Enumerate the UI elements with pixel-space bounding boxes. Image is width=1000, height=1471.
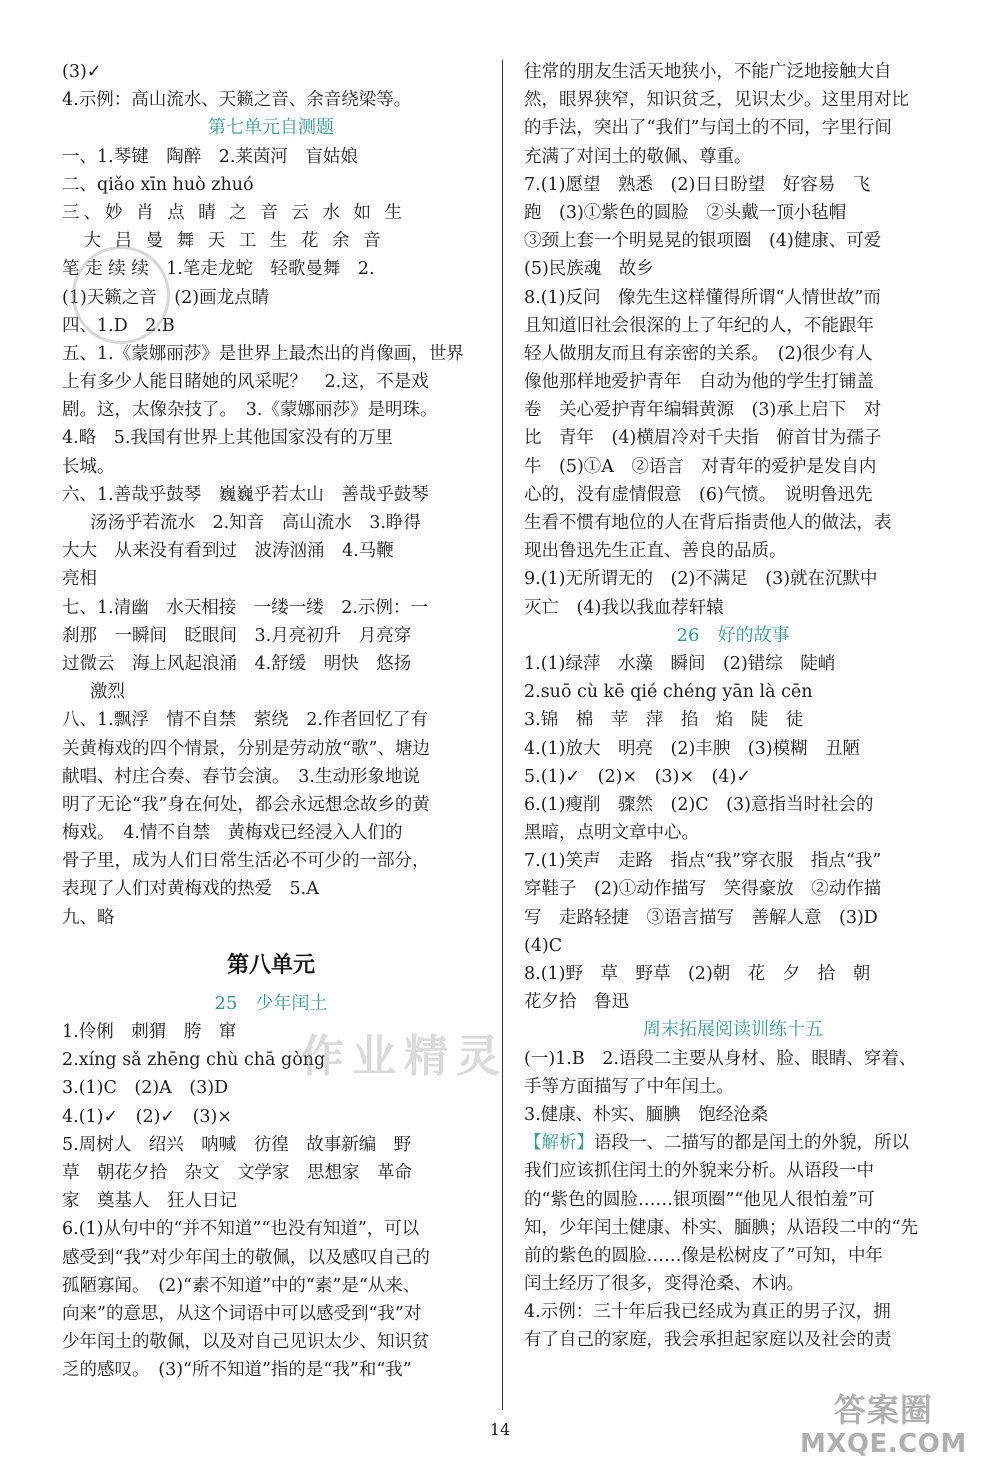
answer-line: 写 走路轻捷 ③语言描写 善解人意 (3)D xyxy=(524,907,878,928)
section-title: 26 好的故事 xyxy=(676,624,790,646)
answer-line: 且知道旧社会很深的上了年纪的人，不能跟年 xyxy=(524,315,874,336)
answer-line: 比 青年 (4)横眉冷对千夫指 俯首甘为孺子 xyxy=(524,428,882,449)
answer-line: 4.(1)放大 明亮 (2)丰腴 (3)模糊 丑陋 xyxy=(524,738,861,759)
site-logo-url: MXQE.COM xyxy=(800,1429,967,1459)
answer-line: 5.周树人 绍兴 呐喊 彷徨 故事新编 野 xyxy=(62,1134,412,1155)
answer-line: 献唱、村庄合奏、春节会演。 3.生动形象地说 xyxy=(62,766,420,787)
answer-line: 的手法，突出了“我们”与闰土的不同，字里行间 xyxy=(524,118,892,139)
answer-line: 3.健康、朴实、腼腆 饱经沧桑 xyxy=(524,1104,769,1125)
answer-line: 3.锦 棉 苹 萍 掐 焰 陡 徒 xyxy=(524,710,804,731)
answer-line: 明了无论“我”身在何处，都会永远想念故乡的黄 xyxy=(62,794,430,815)
answer-line: ③颈上套一个明晃晃的银项圈 (4)健康、可爱 xyxy=(524,231,882,252)
answer-line: 一、1.琴键 陶醉 2.莱茵河 盲姑娘 xyxy=(62,146,358,167)
answer-line: 孤陋寡闻。 (2)“素不知道”中的“素”是“从来、 xyxy=(62,1275,421,1296)
answer-line: (一)1.B 2.语段二主要从身材、脸、眼睛、穿着、 xyxy=(524,1048,917,1069)
answer-line: 的“紫色的圆脸……银项圈”“他见人很怕羞”可 xyxy=(524,1189,875,1210)
answer-line: 长城。 xyxy=(62,456,115,477)
answer-line: 闰土经历了很多，变得沧桑、木讷。 xyxy=(524,1274,804,1295)
answer-line: 草 朝花夕拾 杂文 文学家 思想家 革命 xyxy=(62,1162,412,1183)
answer-line: 有了自己的家庭，我会承担起家庭以及社会的责 xyxy=(524,1330,892,1351)
answer-line: 4.示例：高山流水、天籁之音、余音绕梁等。 xyxy=(62,90,412,111)
answer-line: 我们应该抓住闰土的外貌来分析。从语段一中 xyxy=(524,1161,874,1182)
answer-line: 4.略 5.我国有世界上其他国家没有的万里 xyxy=(62,428,393,449)
answer-line: 跑 (3)①紫色的圆脸 ②头戴一顶小毡帽 xyxy=(524,202,847,223)
analysis-tag: 【解析】 xyxy=(524,1133,594,1154)
answer-line: 现出鲁迅先生正直、善良的品质。 xyxy=(524,541,787,562)
answer-line: 表现了人们对黄梅戏的热爱 5.A xyxy=(62,879,319,900)
answer-line: 7.(1)笑声 走路 指点“我”穿衣服 指点“我” xyxy=(524,851,882,872)
answer-line: 家 奠基人 狂人日记 xyxy=(62,1191,237,1212)
answer-line: 感受到“我”对少年闰土的敬佩，以及感叹自己的 xyxy=(62,1247,430,1268)
answer-line: 灭亡 (4)我以我血荐轩辕 xyxy=(524,597,724,618)
answer-line: 六、1.善哉乎鼓琴 巍巍乎若太山 善哉乎鼓琴 xyxy=(62,484,429,505)
answer-line: 关黄梅戏的四个情景，分别是劳动放“歌”、塘边 xyxy=(62,738,430,759)
answer-line: 刹那 一瞬间 眨眼间 3.月亮初升 月亮穿 xyxy=(62,625,412,646)
answer-line: 像他那样地爱护青年 自动为他的学生打铺盖 xyxy=(524,372,874,393)
section-title: 第八单元 xyxy=(226,951,315,978)
answer-line: 充满了对闰土的敬佩、尊重。 xyxy=(524,146,752,167)
answer-line: 6.(1)瘦削 骤然 (2)C (3)意指当时社会的 xyxy=(524,794,874,815)
answer-line: 向来”的意思，从这个词语中可以感受到“我”对 xyxy=(62,1303,422,1324)
section-title: 25 少年闰土 xyxy=(214,992,328,1014)
answer-line: 激烈 xyxy=(90,682,125,703)
answer-line: 3.(1)C (2)A (3)D xyxy=(62,1078,229,1099)
answer-line: 骨子里，成为人们日常生活必不可少的一部分， xyxy=(62,851,430,872)
answer-line: 大 吕 曼 舞 天 工 生 花 余 音 xyxy=(62,231,385,252)
column-divider xyxy=(502,60,503,1410)
answer-line: (1)天籁之音 (2)画龙点睛 xyxy=(62,287,270,308)
right-column xyxy=(524,58,942,1355)
answer-line: 4.(1)✓ (2)✓ (3)× xyxy=(62,1106,233,1127)
answer-line: 九、略 xyxy=(62,907,115,928)
answer-line: 亮相 xyxy=(62,569,97,590)
answer-line: 往常的朋友生活天地狭小，不能广泛地接触大自 xyxy=(524,62,892,82)
answer-line: 【解析】语段一、二描写的都是闰土的外貌，所以 xyxy=(524,1133,909,1154)
answer-line: 8.(1)野 草 野草 (2)朝 花 夕 拾 朝 xyxy=(524,964,871,984)
answer-line: 1.(1)绿萍 水藻 瞬间 (2)错综 陡峭 xyxy=(524,653,836,674)
answer-line: 花夕拾 鲁迅 xyxy=(524,992,629,1013)
answer-line: 少年闰土的敬佩，以及对自己见识太少、知识贫 xyxy=(62,1332,430,1353)
answer-line: 大大 从来没有看到过 波涛汹涌 4.马鞭 xyxy=(62,541,394,562)
site-logo xyxy=(800,1385,967,1459)
answer-line: 梅戏。 4.情不自禁 黄梅戏已经浸入人们的 xyxy=(62,823,403,844)
answer-line: 2.xíng sǎ zhēng chù chā gòng xyxy=(62,1050,326,1071)
answer-line: 然，眼界狭窄，知识贫乏，见识太少。这里用对比 xyxy=(524,90,909,111)
answer-line: 2.suō cù kē qié chéng yān là cēn xyxy=(524,682,813,703)
answer-line: 1.伶俐 刺猬 胯 窜 xyxy=(62,1022,237,1042)
answer-line: 知，少年闰土健康、朴实、腼腆；从语段二中的“先 xyxy=(524,1217,918,1238)
answer-line: 过微云 海上风起浪涌 4.舒缓 明快 悠扬 xyxy=(62,653,412,674)
answer-line: 5.(1)✓ (2)× (3)× (4)✓ xyxy=(524,766,752,787)
answer-line: 心的，没有虚情假意 (6)气愤。 说明鲁迅先 xyxy=(524,484,873,505)
answer-line: 4.示例：三十年后我已经成为真正的男子汉，拥 xyxy=(524,1302,891,1323)
answer-line: 卷 关心爱护青年编辑黄源 (3)承上启下 对 xyxy=(524,400,882,421)
section-title: 周末拓展阅读训练十五 xyxy=(643,1019,823,1041)
page-number: 14 xyxy=(489,1420,511,1439)
site-logo-text: 答案圈 xyxy=(833,1391,933,1429)
answer-line: (3)✓ xyxy=(62,62,102,82)
answer-line: 四、1.D 2.B xyxy=(62,315,175,336)
answer-line: 轻人做朋友而且有亲密的关系。 (2)很少有人 xyxy=(524,343,873,364)
answer-line: 上有多少人能目睹她的风采呢？ 2.这，不是戏 xyxy=(62,372,429,393)
answer-line: 牛 (5)①A ②语言 对青年的爱护是发自内 xyxy=(524,456,877,477)
answer-line: 八、1.飘浮 情不自禁 萦绕 2.作者回忆了有 xyxy=(62,710,428,731)
answer-line: 前的紫色的圆脸……像是松树皮了”可知，中年 xyxy=(524,1245,883,1266)
answer-line: 6.(1)从句中的“并不知道”“也没有知道”，可以 xyxy=(62,1219,420,1240)
watermark-stamp xyxy=(72,246,170,344)
answer-line: (4)C xyxy=(524,935,563,956)
answer-line: 9.(1)无所谓无的 (2)不满足 (3)就在沉默中 xyxy=(524,569,878,590)
answer-line: 二、qiǎo xīn huò zhuó xyxy=(62,174,254,195)
answer-line: 生看不惯有地位的人在背后指责他人的做法，表 xyxy=(524,513,892,533)
answer-line: 笔 走 续 续 1.笔走龙蛇 轻歌曼舞 2. xyxy=(62,259,375,280)
answer-line: 乏的感叹。 (3)“所不知道”指的是“我”和“我” xyxy=(62,1360,412,1381)
answer-line: 三、妙 肖 点 睛 之 音 云 水 如 生 xyxy=(62,202,407,223)
answer-line: (5)民族魂 故乡 xyxy=(524,259,654,280)
answer-line: 7.(1)愿望 熟悉 (2)日日盼望 好容易 飞 xyxy=(524,174,871,195)
answer-line: 剧。这，太像杂技了。 3.《蒙娜丽莎》是明珠。 xyxy=(62,400,438,421)
answer-line: 五、1.《蒙娜丽莎》是世界上最杰出的肖像画，世界 xyxy=(62,343,464,364)
section-title: 第七单元自测题 xyxy=(208,117,334,139)
answer-line: 七、1.清幽 水天相接 一缕一缕 2.示例：一 xyxy=(62,597,428,618)
answer-line: 汤汤乎若流水 2.知音 高山流水 3.睁得 xyxy=(90,513,421,533)
answer-line: 穿鞋子 (2)①动作描写 笑得豪放 ②动作描 xyxy=(524,879,882,900)
watermark-text: 作业精灵 xyxy=(300,1031,508,1082)
answer-line: 黑暗，点明文章中心。 xyxy=(524,823,699,844)
answer-line: 手等方面描写了中年闰土。 xyxy=(524,1076,734,1097)
answer-line: 8.(1)反问 像先生这样懂得所谓“人情世故”而 xyxy=(524,287,881,308)
